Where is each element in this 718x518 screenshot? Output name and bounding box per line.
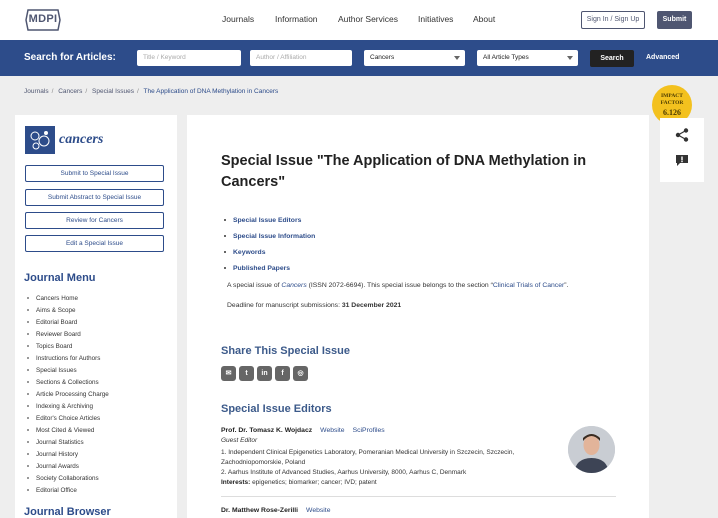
breadcrumb-cancers[interactable]: Cancers: [58, 88, 83, 95]
editor1-interests: Interests: epigenetics; biomarker; cancer; IVD; patent: [221, 479, 377, 486]
toc-item[interactable]: Special Issue Information: [224, 229, 315, 245]
menu-item[interactable]: Sections & Collections: [27, 377, 109, 389]
menu-item[interactable]: Cancers Home: [27, 293, 109, 305]
search-label: Search for Articles:: [24, 52, 116, 63]
impact-line1: IMPACT: [661, 93, 683, 99]
email-share-icon[interactable]: ✉: [221, 366, 236, 381]
submit-to-special-issue-button[interactable]: Submit to Special Issue: [25, 165, 164, 182]
top-header: [0, 0, 718, 40]
editor1-website-link[interactable]: Website: [320, 427, 345, 434]
page-title: Special Issue "The Application of DNA Methylation in Cancers": [221, 153, 587, 190]
twitter-share-icon[interactable]: t: [239, 366, 254, 381]
menu-item[interactable]: Journal Awards: [27, 461, 109, 473]
deadline-text: Deadline for manuscript submissions: 31 December 2021: [227, 302, 402, 309]
menu-item[interactable]: Journal History: [27, 449, 109, 461]
nav-journals[interactable]: Journals: [222, 14, 255, 24]
article-type-value: All Article Types: [483, 54, 529, 61]
nav-author-services[interactable]: Author Services: [338, 14, 398, 24]
journal-menu-list: [27, 293, 109, 497]
submit-button[interactable]: Submit: [657, 11, 692, 29]
editor1-affiliation: 1. Independent Clinical Epigenetics Laboratory, Pomeranian Medical University in Szczecin, Szczecin,: [221, 449, 515, 456]
floating-actions: [660, 118, 704, 182]
journal-menu-title: Journal Menu: [24, 272, 96, 284]
main-content: [187, 115, 649, 518]
impact-value: 6.126: [663, 108, 681, 117]
menu-item[interactable]: Most Cited & Viewed: [27, 425, 109, 437]
editor1-affiliation: Zachodniopomorskie, Poland: [221, 459, 306, 466]
menu-item[interactable]: Editorial Board: [27, 317, 109, 329]
editors-heading: Special Issue Editors: [221, 403, 332, 415]
menu-item[interactable]: Indexing & Archiving: [27, 401, 109, 413]
breadcrumb-current[interactable]: The Application of DNA Methylation in Cancers: [143, 88, 279, 95]
editor2-website-link[interactable]: Website: [306, 507, 331, 514]
signin-button[interactable]: Sign In / Sign Up: [581, 11, 645, 29]
nav-information[interactable]: Information: [275, 14, 318, 24]
share-icon[interactable]: [675, 128, 689, 142]
menu-item[interactable]: Journal Statistics: [27, 437, 109, 449]
editor1-affiliation: 2. Aarhus Institute of Advanced Studies, Aarhus University, 8000, Aarhus C, Denmark: [221, 469, 467, 476]
feedback-icon[interactable]: [675, 154, 689, 167]
menu-item[interactable]: Society Collaborations: [27, 473, 109, 485]
journal-link[interactable]: Cancers: [281, 282, 307, 289]
facebook-share-icon[interactable]: f: [275, 366, 290, 381]
editor2-name: Dr. Matthew Rose-Zerilli Website: [221, 507, 331, 514]
editor1-sciprofiles-link[interactable]: SciProfiles: [352, 427, 385, 434]
section-link[interactable]: Clinical Trials of Cancer: [492, 282, 565, 289]
journal-browser-title: Journal Browser: [24, 506, 111, 518]
journal-select[interactable]: [364, 50, 465, 66]
linkedin-share-icon[interactable]: in: [257, 366, 272, 381]
editor1-name: Prof. Dr. Tomasz K. Wojdacz Website SciProfiles: [221, 427, 385, 434]
cancers-logo-icon[interactable]: [25, 126, 55, 154]
cells-icon: [25, 126, 55, 154]
menu-item[interactable]: Topics Board: [27, 341, 109, 353]
menu-item[interactable]: Aims & Scope: [27, 305, 109, 317]
chevron-down-icon: [567, 56, 573, 60]
toc-item[interactable]: Keywords: [224, 245, 315, 261]
share-buttons: [221, 366, 311, 384]
advanced-search-link[interactable]: Advanced: [646, 54, 680, 61]
nav-initiatives[interactable]: Initiatives: [418, 14, 454, 24]
title-keyword-input[interactable]: Title / Keyword: [137, 50, 241, 66]
menu-item[interactable]: Article Processing Charge: [27, 389, 109, 401]
breadcrumb-special-issues[interactable]: Special Issues: [92, 88, 134, 95]
journal-name[interactable]: cancers: [59, 132, 104, 147]
search-bar: [0, 40, 718, 76]
sidebar: [15, 115, 177, 518]
share-heading: Share This Special Issue: [221, 345, 351, 357]
wechat-share-icon[interactable]: ◎: [293, 366, 308, 381]
breadcrumb: Journals / Cancers / Special Issues / The Application of DNA Methylation in Cancers: [24, 88, 279, 95]
toc-item[interactable]: Special Issue Editors: [224, 213, 315, 229]
review-for-cancers-button[interactable]: Review for Cancers: [25, 212, 164, 229]
author-affiliation-input[interactable]: Author / Affiliation: [250, 50, 352, 66]
editor1-role: Guest Editor: [221, 437, 258, 444]
editor1-avatar: [568, 426, 615, 473]
menu-item[interactable]: Editor's Choice Articles: [27, 413, 109, 425]
special-issue-intro: A special issue of Cancers (ISSN 2072-6694). This special issue belongs to the section “Clinical Trials of Cancer”.: [227, 282, 569, 289]
menu-item[interactable]: Editorial Office: [27, 485, 109, 497]
divider: [221, 496, 616, 497]
deadline-value: 31 December 2021: [341, 302, 402, 309]
impact-line2: FACTOR: [660, 100, 684, 106]
submit-abstract-button[interactable]: Submit Abstract to Special Issue: [25, 189, 164, 206]
nav-about[interactable]: About: [473, 14, 496, 24]
breadcrumb-journals[interactable]: Journals: [24, 88, 49, 95]
menu-item[interactable]: Reviewer Board: [27, 329, 109, 341]
chevron-down-icon: [454, 56, 460, 60]
section-links: [224, 213, 315, 277]
mdpi-logo[interactable]: [24, 8, 62, 32]
search-button[interactable]: Search: [590, 50, 634, 67]
article-type-select[interactable]: [477, 50, 578, 66]
edit-special-issue-button[interactable]: Edit a Special Issue: [25, 235, 164, 252]
person-photo-icon: [568, 426, 615, 473]
menu-item[interactable]: Special Issues: [27, 365, 109, 377]
toc-item[interactable]: Published Papers: [224, 261, 315, 277]
logo-text: MDPI: [28, 13, 58, 25]
menu-item[interactable]: Instructions for Authors: [27, 353, 109, 365]
journal-select-value: Cancers: [370, 54, 395, 61]
